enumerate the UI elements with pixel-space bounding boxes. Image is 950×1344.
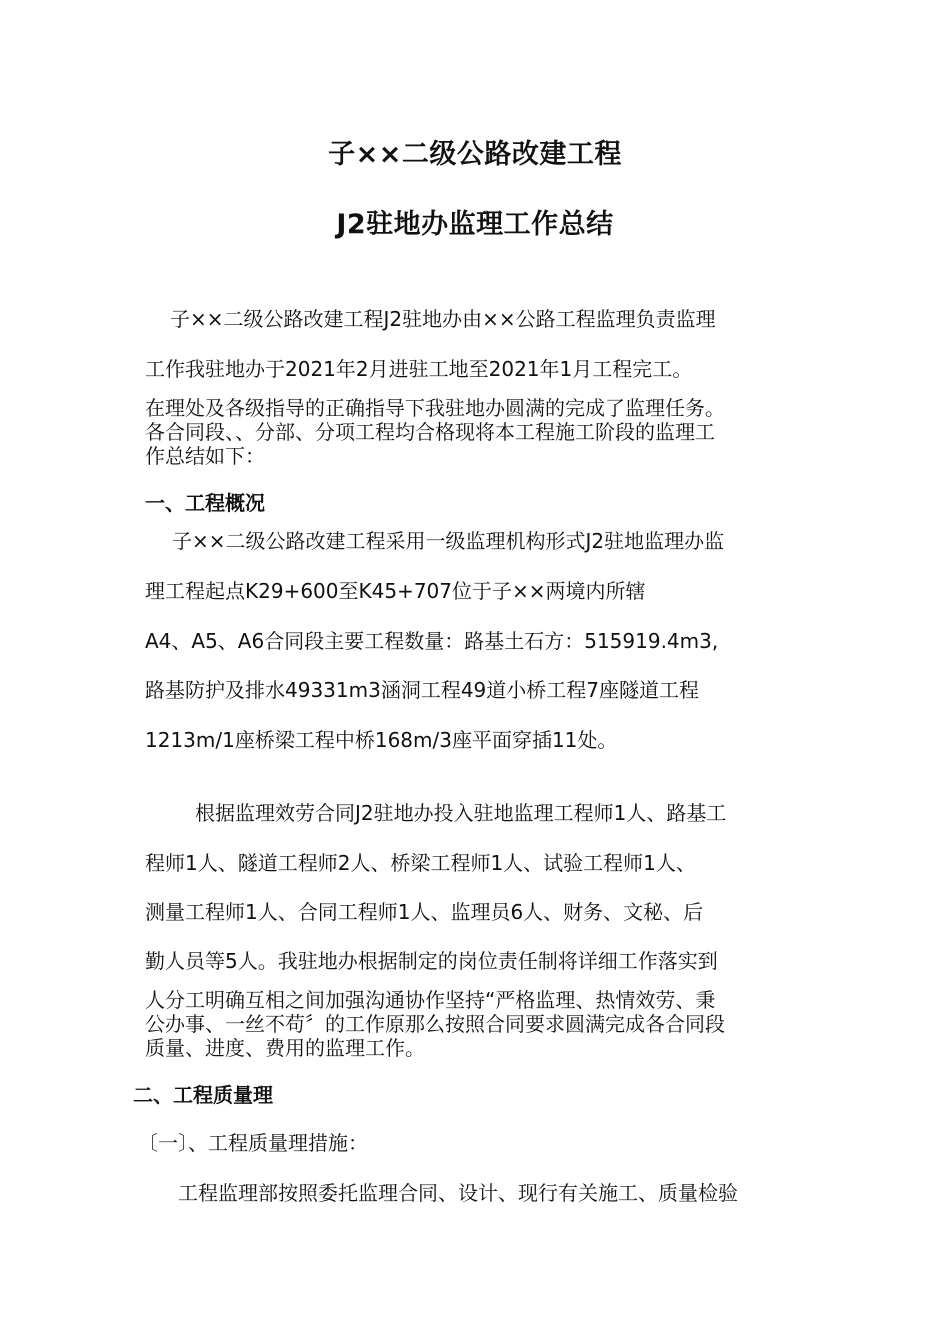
staffing-line-4: 勤人员等5人。我驻地办根据制定的岗位责任制将详细工作落实到: [145, 949, 718, 973]
intro-block-line: 各合同段、、分部、分项工程均合格现将本工程施工阶段的监理工: [145, 420, 715, 444]
staffing-line-3: 测量工程师1人、合同工程师1人、监理员6人、财务、文秘、后: [145, 900, 704, 924]
section-heading-quality: 二、工程质量理: [133, 1083, 273, 1107]
staffing-block: [145, 988, 815, 1060]
intro-block-line: 作总结如下：: [145, 444, 265, 468]
staffing-line-1: 根据监理效劳合同J2驻地办投入驻地监理工程师1人、路基工: [195, 801, 727, 825]
quality-line-1: 工程监理部按照委托监理合同、设计、现行有关施工、质量检验: [178, 1181, 738, 1205]
overview-line-3: A4、A5、A6合同段主要工程数量：路基土石方：515919.4m3,: [145, 629, 719, 653]
intro-line-2: 工作我驻地办于2021年2月进驻工地至2021年1月工程完工。: [145, 357, 693, 381]
document-title: 子××二级公路改建工程: [328, 139, 622, 170]
quality-subheading: 〔一〕、工程质量理措施：: [138, 1131, 368, 1155]
section-heading-overview: 一、工程概况: [145, 491, 265, 515]
overview-line-5: 1213m/1座桥梁工程中桥168m/3座平面穿插11处。: [145, 728, 618, 752]
document-subtitle: J2驻地办监理工作总结: [336, 209, 614, 240]
intro-block-line: 在理处及各级指导的正确指导下我驻地办圆满的完成了监理任务。: [145, 396, 725, 420]
staffing-block-line: 质量、进度、费用的监理工作。: [145, 1036, 425, 1060]
staffing-line-2: 程师1人、隧道工程师2人、桥梁工程师1人、试验工程师1人、: [145, 851, 696, 875]
staffing-block-line: 公办事、一丝不苟〞的工作原那么按照合同要求圆满完成各合同段: [145, 1012, 725, 1036]
overview-line-2: 理工程起点K29+600至K45+707位于子××两境内所辖: [145, 579, 646, 603]
intro-block: [145, 396, 815, 468]
overview-line-4: 路基防护及排水49331m3涵洞工程49道小桥工程7座隧道工程: [145, 678, 700, 702]
staffing-block-line: 人分工明确互相之间加强沟通协作坚持“严格监理、热情效劳、秉: [145, 988, 716, 1012]
intro-line-1: 子××二级公路改建工程J2驻地办由××公路工程监理负责监理: [170, 307, 716, 331]
overview-line-1: 子××二级公路改建工程采用一级监理机构形式J2驻地监理办监: [172, 529, 725, 553]
